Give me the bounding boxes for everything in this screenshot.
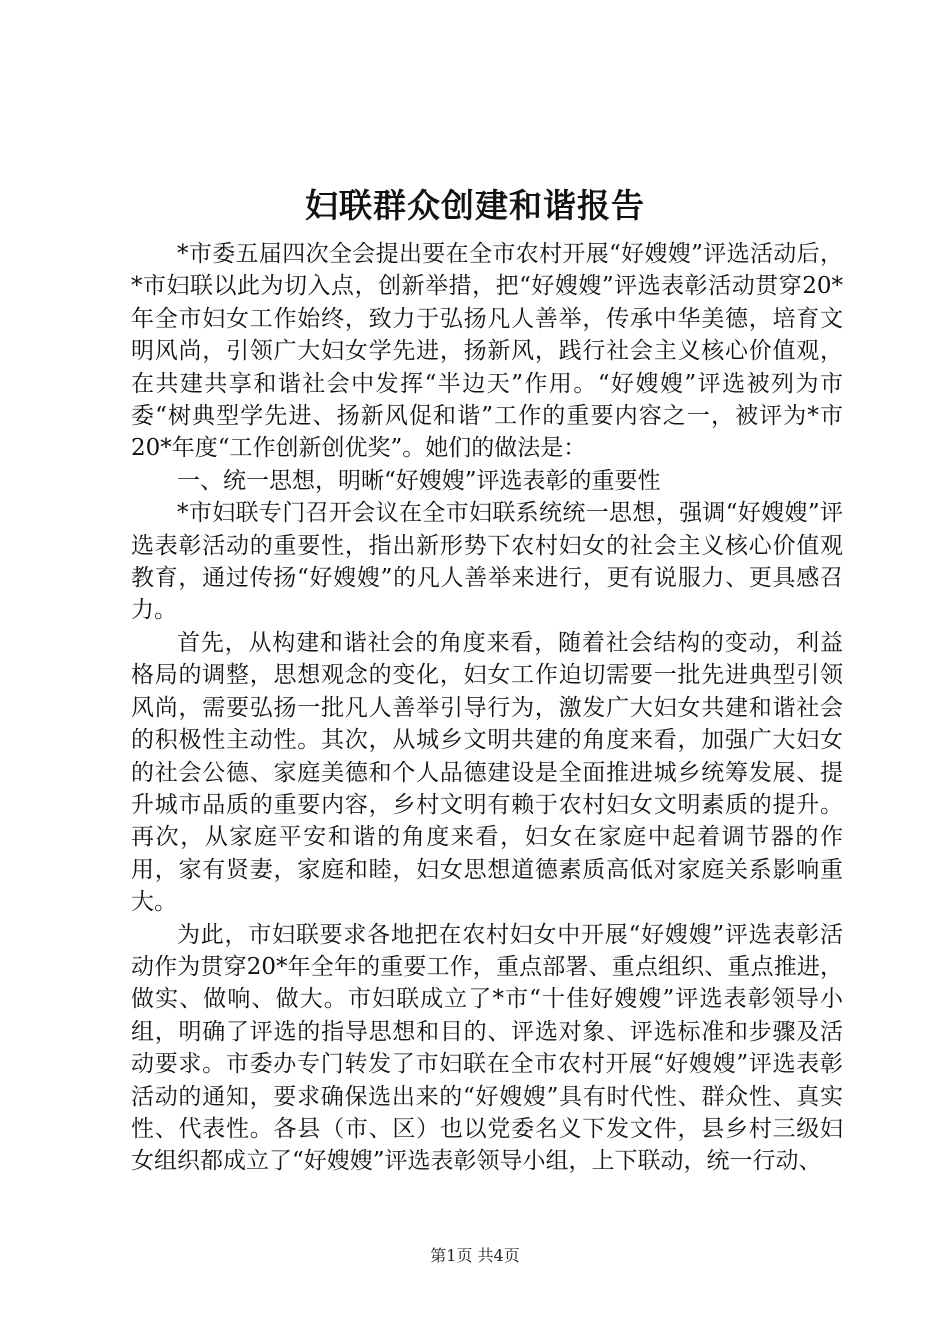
section-heading-1: 一、统一思想，明晰“好嫂嫂”评选表彰的重要性 (177, 467, 661, 494)
paragraph-therefore: 为此，市妇联要求各地把在农村妇女中开展“好嫂嫂”评选表彰活动作为贯穿20*年全年的重要工作，重点部署、重点组织、重点推进，做实、做响、做大。市妇联成立了*市“十佳好嫂嫂”评选表彰领导小组，明确了评选的指导思想和目的、评选对象、评选标准和步骤及活动要求。市委办专门转发了市妇联在全市农村开展“好嫂嫂”评选表彰活动的通知，要求确保选出来的“好嫂嫂”具有时代性、群众性、真实性、代表性。各县（市、区）也以党委名义下发文件，县乡村三级妇女组织都成立了“好嫂嫂”评选表彰领导小组，上下联动，统一行动、 (131, 921, 843, 1175)
page-footer: 第1页 共4页 (430, 1246, 520, 1265)
document-body (131, 238, 843, 1178)
paragraph-intro: *市委五届四次全会提出要在全市农村开展“好嫂嫂”评选活动后，*市妇联以此为切入点，创新举措，把“好嫂嫂”评选表彰活动贯穿20*年全市妇女工作始终，致力于弘扬凡人善举，传承中华美德，培育文明风尚，引领广大妇女学先进，扬新风，践行社会主义核心价值观，在共建共享和谐社会中发挥“半边天”作用。“好嫂嫂”评选被列为市委“树典型学先进、扬新风促和谐”工作的重要内容之一，被评为*市20*年度“工作创新创优奖”。她们的做法是： (131, 241, 843, 462)
paragraph-unify-thought: *市妇联专门召开会议在全市妇联系统统一思想，强调“好嫂嫂”评选表彰活动的重要性，指出新形势下农村妇女的社会主义核心价值观教育，通过传扬“好嫂嫂”的凡人善举来进行，更有说服力、更具感召力。 (131, 500, 843, 624)
document-title: 妇联群众创建和谐报告 (305, 186, 645, 225)
paragraph-first-second-third: 首先，从构建和谐社会的角度来看，随着社会结构的变动，利益格局的调整，思想观念的变化，妇女工作迫切需要一批先进典型引领风尚，需要弘扬一批凡人善举引导行为，激发广大妇女共建和谐社会的积极性主动性。其次，从城乡文明共建的角度来看，加强广大妇女的社会公德、家庭美德和个人品德建设是全面推进城乡统筹发展、提升城市品质的重要内容，乡村文明有赖于农村妇女文明素质的提升。再次，从家庭平安和谐的角度来看，妇女在家庭中起着调节器的作用，家有贤妻，家庭和睦，妇女思想道德素质高低对家庭关系影响重大。 (131, 629, 843, 916)
